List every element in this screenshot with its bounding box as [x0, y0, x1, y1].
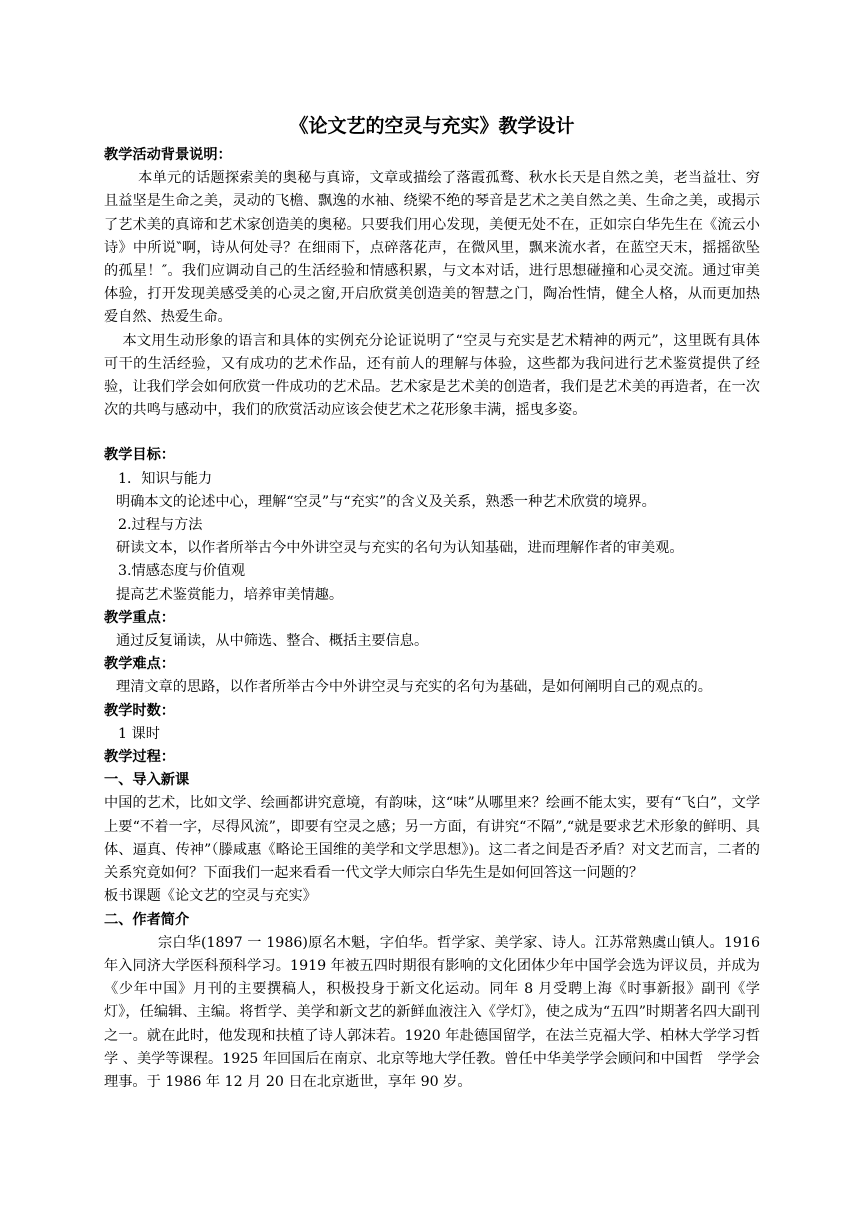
focus-heading: 教学重点： — [104, 609, 175, 626]
difficulty-heading: 教学难点： — [104, 656, 175, 673]
background-paragraph-2: 本文用生动形象的语言和具体的实例充分论证说明了“空灵与充实是艺术精神的两元”，这里既有具体可干的生活经验，又有成功的艺术作品，还有前人的理解与体验，这些都为我问进行艺术鉴赏提供了经验，让我们学会如何欣赏一件成功的艺术品。艺术家是艺术美的创造者，我们是艺术美的再造者，在一次次的共鸣与感动中，我们的欣赏活动应该会使艺术之花形象丰满，摇曳多姿。 — [104, 332, 760, 419]
difficulty-text: 理清文章的思路，以作者所举古今中外讲空灵与充实的名句为基础，是如何阐明自己的观点的。 — [116, 679, 712, 696]
goals-heading: 教学目标： — [104, 447, 175, 464]
process-heading: 教学过程： — [104, 749, 175, 766]
section-1-board: 板书课题《论文艺的空灵与充实》 — [104, 888, 317, 905]
section-1-heading: 一、导入新课 — [104, 772, 190, 789]
section-1-text: 中国的艺术，比如文学、绘画都讲究意境，有韵味，这“味”从哪里来？绘画不能太实，要有“飞白”，文学上要“不着一字，尽得风流”，即要有空灵之感；另一方面，有讲究“不隔”,“就是要求艺术形象的鲜明、具体、逼真、传神”（滕咸惠《略论王国维的美学和文学思想》)。这二者之间是否矛盾？对文艺而言，二者的关系究竟如何？下面我们一起来看看一代文学大师宗白华先生是如何回答这一问题的？ — [104, 795, 761, 882]
hours-heading: 教学时数： — [104, 702, 175, 719]
goal-3-text: 提高艺术鉴赏能力，培养审美情趣。 — [116, 586, 344, 603]
hours-text: 1 课时 — [118, 725, 160, 742]
section-2-heading: 二、作者简介 — [104, 911, 190, 928]
goal-1-text: 明确本文的论述中心，理解“空灵”与“充实”的含义及关系，熟悉一种艺术欣赏的境界。 — [116, 493, 656, 510]
background-paragraph-1: 本单元的话题探索美的奥秘与真谛，文章或描绘了落霞孤鹜、秋水长天是自然之美，老当益壮、穷且益坚是生命之美，灵动的飞檐、飘逸的水袖、绕梁不绝的琴音是艺术之美自然之美、生命之美，或揭示了艺术美的真谛和艺术家创造美的奥秘。只要我们用心发现，美便无处不在，正如宗白华先生在《流云小诗》中所说‶啊，诗从何处寻？在细雨下，点碎落花声，在微风里，飘来流水者，在蓝空天末，摇摇欲坠的孤星！″。我们应调动自己的生活经验和情感积累，与文本对话，进行思想碰撞和心灵交流。通过审美体验，打开发现美感受美的心灵之窗,开启欣赏美创造美的智慧之门，陶冶性情，健全人格，从而更加热爱自然、热爱生命。 — [104, 170, 760, 326]
goal-2-text: 研读文本，以作者所举古今中外讲空灵与充实的名句为认知基础，进而理解作者的审美观。 — [116, 540, 684, 557]
focus-text: 通过反复诵读，从中筛选、整合、概括主要信息。 — [116, 633, 429, 650]
document-page — [104, 112, 760, 1094]
background-heading: 教学活动背景说明： — [104, 147, 232, 163]
section-2-text: 宗白华(1897 一 1986)原名木魁，字伯华。哲学家、美学家、诗人。江苏常熟虞山镇人。1916年入同济大学医科预科学习。1919 年被五四时期很有影响的文化团体少年中国学会选为评议员，并成为《少年中国》月刊的主要撰稿人，积极投身于新文化运动。同年 8 月受聘上海《时事新报》副刊《学灯》，任编辑、主编。将哲学、美学和新文艺的新鲜血液注入《学灯》，使之成为“五四”时期著名四大副刊之一。就在此时，他发现和扶植了诗人郭沫若。1920 年赴德国留学，在法兰克福大学、柏林大学学习哲学 、美学等课程。1925 年回国后在南京、北京等地大学任教。曾任中华美学学会顾问和中国哲 学学会理事。于 1986 年 12 月 20 日在北京逝世，享年 90 岁。 — [104, 934, 760, 1090]
goal-1-title: 1．知识与能力 — [118, 470, 213, 487]
spacer — [104, 422, 760, 444]
document-title: 《论文艺的空灵与充实》教学设计 — [289, 115, 575, 137]
goal-3-title: 3.情感态度与价值观 — [118, 563, 246, 580]
goal-2-title: 2.过程与方法 — [118, 517, 203, 534]
